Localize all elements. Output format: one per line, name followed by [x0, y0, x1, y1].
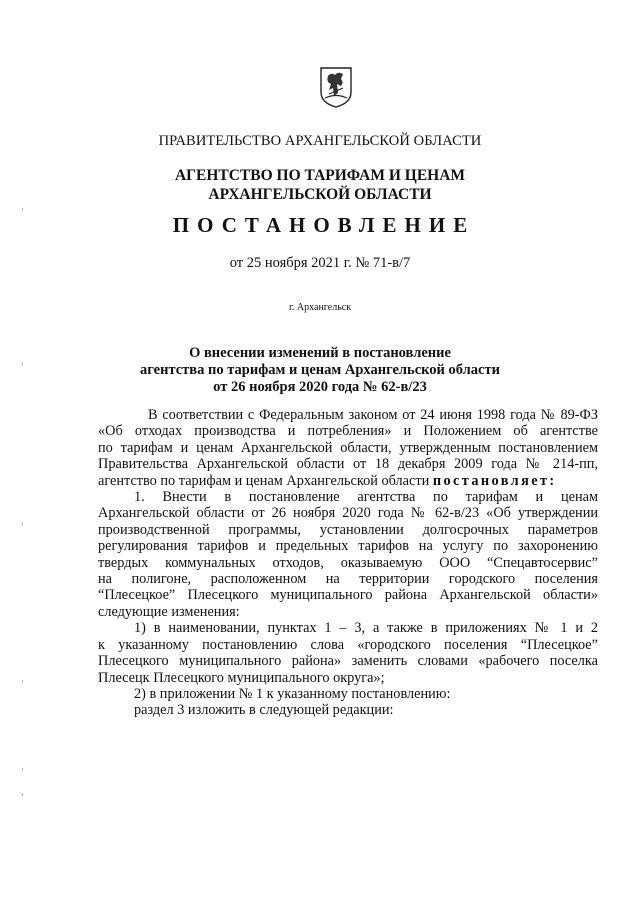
subitem-1-line: 1) в наименовании, пунктах 1 – 3, а также в приложениях № 1 и 2 [134, 620, 598, 637]
margin-mark [22, 768, 23, 771]
preamble-line: «Об отходах производства и потребления» и Положением об агентстве [98, 423, 598, 440]
margin-mark [22, 208, 23, 211]
agency-name [0, 166, 640, 204]
document-title [0, 345, 640, 396]
item-1-line: следующие изменения: [98, 603, 240, 620]
subitem-1-line: к указанному постановлению слова «городского поселения “Плесецкое” [98, 636, 598, 653]
preamble-line: Правительства Архангельской области от 18 декабря 2009 года № 214-пп, [98, 456, 598, 473]
agency-name-line2: АРХАНГЕЛЬСКОЙ ОБЛАСТИ [208, 186, 432, 203]
preamble-line-last [98, 473, 598, 489]
preamble-line: В соответствии с Федеральным законом от 24 июня 1998 года № 89-ФЗ [148, 407, 598, 423]
section-3-paragraph: раздел 3 изложить в следующей редакции: [134, 702, 394, 719]
title-line1: О внесении изменений в постановление [189, 345, 451, 361]
document-date-number: от 25 ноября 2021 г. № 71-в/7 [229, 255, 411, 271]
title-line2: агентства по тарифам и ценам Архангельской области [140, 362, 500, 378]
subitem-1-line: Плесецк Плесецкого муниципального округа»; [98, 669, 385, 686]
government-name: ПРАВИТЕЛЬСТВО АРХАНГЕЛЬСКОЙ ОБЛАСТИ [158, 133, 482, 149]
coat-of-arms-emblem [319, 66, 353, 108]
item-1-line: производственной программы, установлении долгосрочных параметров [98, 521, 598, 538]
preamble-line: по тарифам и ценам Архангельской области, утвержденным постановлением [98, 439, 598, 456]
item-1-line: Архангельской области от 26 ноября 2020 года № 62-в/23 «Об утверждении [98, 505, 598, 522]
item-1-line: на полигоне, расположенном на территории городского поселения [98, 571, 598, 588]
document-type-heading: ПОСТАНОВЛЕНИЕ [172, 213, 476, 237]
item-1-line: 1. Внести в постановление агентства по тарифам и ценам [134, 489, 598, 506]
resolves-word: постановляет: [432, 472, 557, 489]
title-line3: от 26 ноября 2020 года № 62-в/23 [213, 379, 427, 395]
subitem-1-line: Плесецкого муниципального района» заменить словами «рабочего поселка [98, 653, 598, 670]
margin-mark [22, 680, 23, 683]
item-1-line: “Плесецкое” Плесецкого муниципального района Архангельской области» [98, 587, 598, 604]
item-1-line: твердых коммунальных отходов, оказываемую ООО “Спецавтосервис” [98, 554, 598, 571]
document-body [98, 407, 598, 719]
item-1-line: регулирования тарифов и предельных тарифов на услугу по захоронению [98, 538, 598, 555]
subitem-2-paragraph: 2) в приложении № 1 к указанному постановлению: [134, 685, 451, 702]
subitem-1-paragraph [98, 620, 598, 686]
margin-mark [22, 793, 23, 796]
preamble-last-text: агентство по тарифам и ценам Архангельской области [98, 472, 430, 489]
preamble-paragraph [98, 407, 598, 489]
document-city: г. Архангельск [288, 302, 352, 313]
margin-mark [22, 522, 23, 525]
agency-name-line1: АГЕНТСТВО ПО ТАРИФАМ И ЦЕНАМ [174, 167, 466, 184]
margin-mark [22, 363, 23, 366]
item-1-paragraph [98, 489, 598, 620]
